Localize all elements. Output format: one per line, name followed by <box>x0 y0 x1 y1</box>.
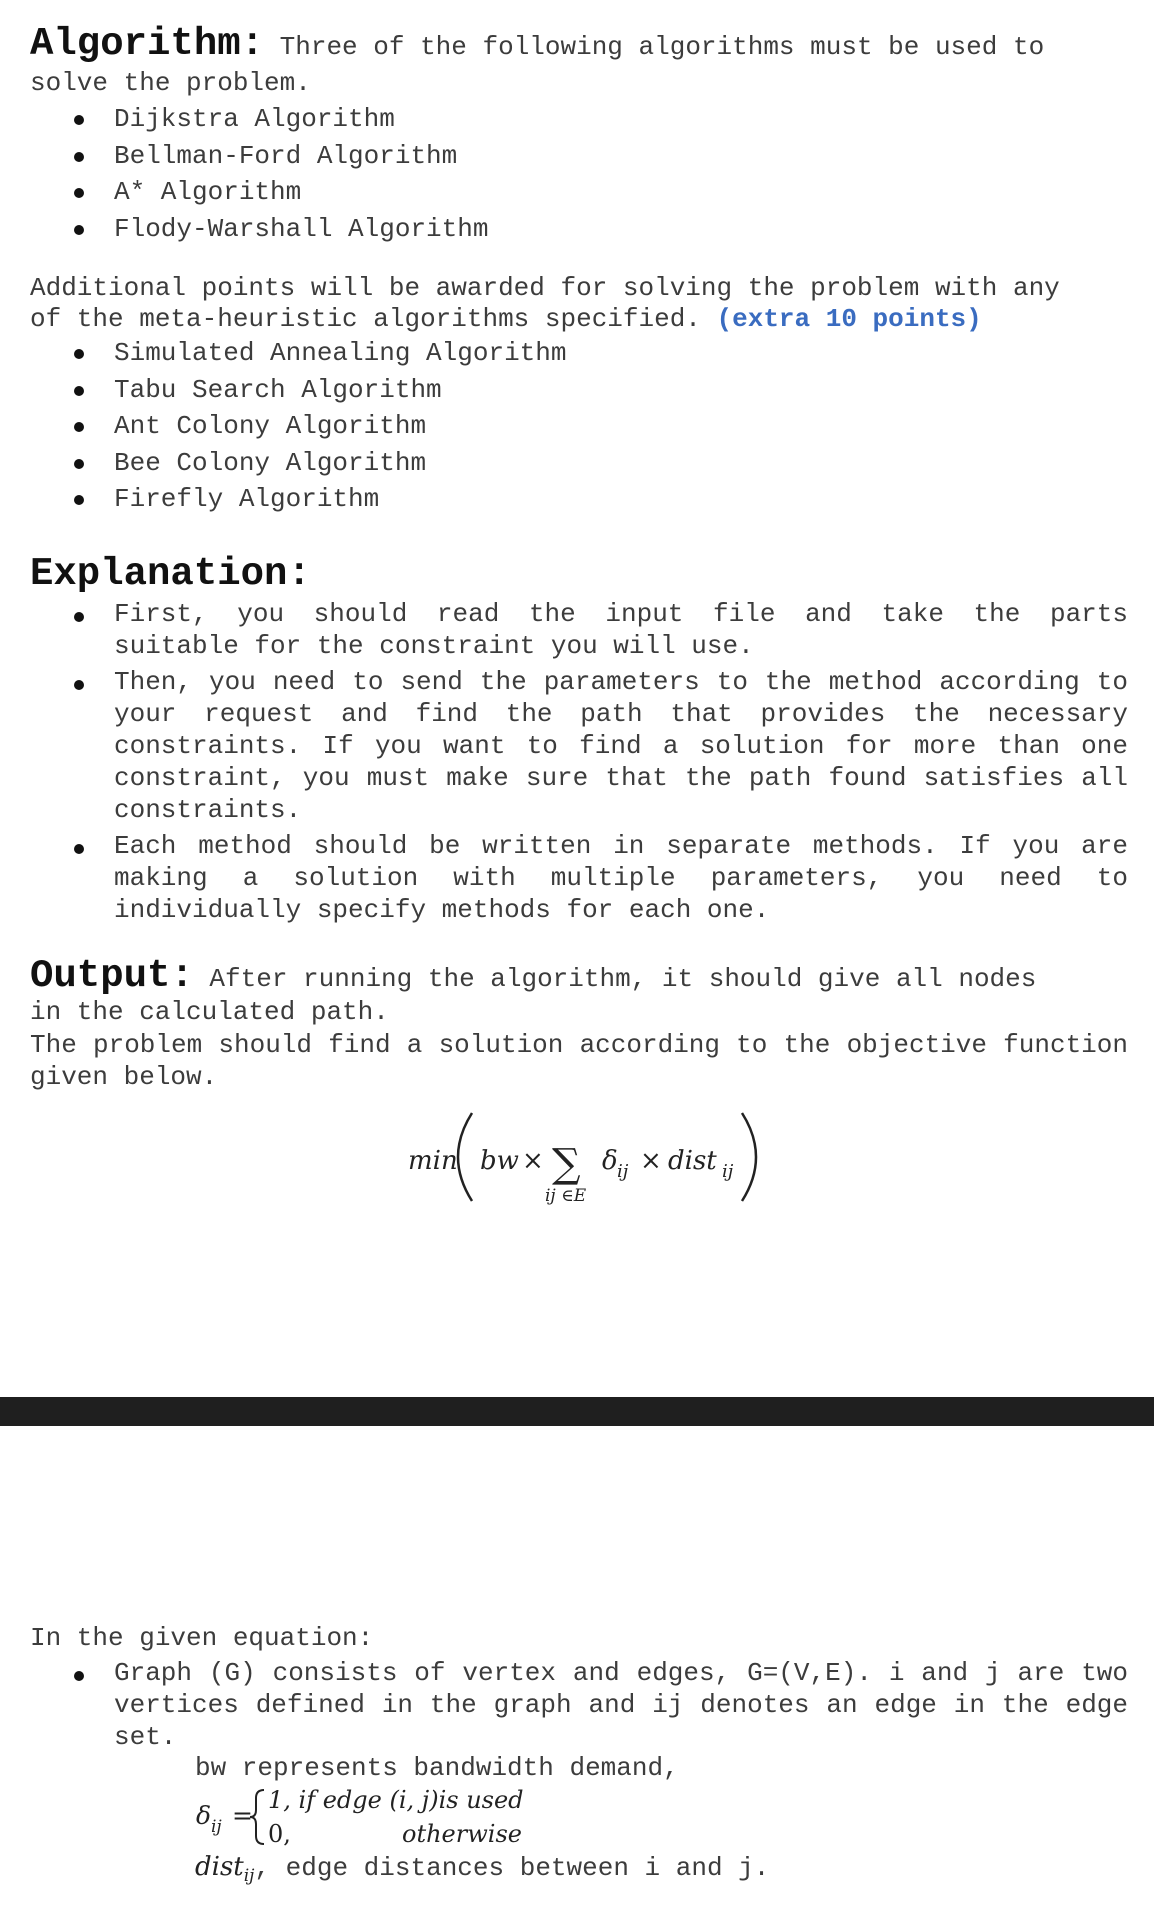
list-item: Bellman-Ford Algorithm <box>114 138 1128 175</box>
delta-lhs: δ <box>196 1801 212 1830</box>
list-item: Then, you need to send the parameters to the method according to your request and find the path that provides the necessary constraints. If you want to find a solution for more than one constraint, you must make sure that the path found satisfies all constraints. <box>114 666 1128 826</box>
given-equation-section <box>30 1623 1128 1892</box>
bullet-dot <box>74 612 84 622</box>
bullet-dot <box>74 188 84 198</box>
given-list <box>30 1657 1128 1753</box>
objective-formula <box>30 1097 1128 1217</box>
output-heading: Output: <box>30 953 194 998</box>
explanation-heading: Explanation: <box>30 551 311 596</box>
document-page <box>30 22 1128 1217</box>
algorithm-intro-first: Three of the following algorithms must be used to <box>264 32 1045 62</box>
additional-paragraph <box>30 273 1128 335</box>
output-paragraph <box>30 953 1128 1029</box>
output-line-a: After running the algorithm, it should give all nodes <box>193 963 1037 994</box>
dist-symbol: dist <box>195 1852 244 1882</box>
bullet-dot <box>74 386 84 396</box>
extra-points-badge: (extra 10 points) <box>716 304 982 334</box>
case2-val: 0, <box>268 1820 291 1848</box>
list-item: Each method should be written in separate methods. If you are making a solution with multiple parameters, you need to individually specify methods for each one. <box>114 830 1128 926</box>
bullet-dot <box>74 844 84 854</box>
list-item: Tabu Search Algorithm <box>114 372 1128 409</box>
formula-times2: × <box>640 1145 662 1176</box>
list-item: Flody-Warshall Algorithm <box>114 211 1128 248</box>
formula-dist: dist <box>668 1145 717 1176</box>
list-item: Firefly Algorithm <box>114 481 1128 518</box>
bw-line: bw represents bandwidth demand, <box>195 1753 679 1783</box>
delta-lhs-sub: ij <box>211 1817 222 1837</box>
right-paren <box>742 1113 756 1201</box>
formula-times: × <box>522 1145 544 1176</box>
additional-line1: Additional points will be awarded for solving the problem with any <box>30 273 1060 303</box>
dist-sub: ij <box>243 1866 255 1887</box>
output-line-b: in the calculated path. <box>30 996 389 1027</box>
formula-delta: δ <box>602 1145 618 1176</box>
dist-line <box>30 1852 1128 1892</box>
bullet-dot <box>74 349 84 359</box>
list-item: First, you should read the input file and take the parts suitable for the constraint you will use. <box>114 598 1128 662</box>
additional-line2: of the meta-heuristic algorithms specified. <box>30 304 717 334</box>
given-intro: In the given equation: <box>30 1623 374 1653</box>
bullet-dot <box>74 680 84 690</box>
list-item: A* Algorithm <box>114 174 1128 211</box>
algorithm-heading: Algorithm: <box>30 22 265 66</box>
left-paren <box>458 1113 472 1201</box>
bullet-dot <box>74 225 84 235</box>
list-item: Bee Colony Algorithm <box>114 445 1128 482</box>
case1: 1, if edge (i, j)is used <box>268 1786 524 1814</box>
list-item: Ant Colony Algorithm <box>114 408 1128 445</box>
algorithm-intro <box>30 22 1128 101</box>
formula-dist-sub: ij <box>722 1160 734 1182</box>
explanation-list <box>30 598 1128 926</box>
bullet-dot <box>74 495 84 505</box>
formula-min: min <box>408 1145 458 1176</box>
bullet-dot <box>74 459 84 469</box>
case2-cond: otherwise <box>402 1820 522 1848</box>
formula-sigma-sub: ij ∈E <box>545 1185 587 1206</box>
list-item: Simulated Annealing Algorithm <box>114 335 1128 372</box>
list-item: Graph (G) consists of vertex and edges, G=(V,E). i and j are two vertices defined in the graph and ij denotes an edge in the edge set. <box>114 1657 1128 1753</box>
bullet-dot <box>74 152 84 162</box>
algorithm-list <box>30 101 1128 247</box>
bullet-dot <box>74 1671 84 1681</box>
output-line-c: The problem should find a solution according to the objective function given below. <box>30 1029 1128 1092</box>
formula-sigma: ∑ <box>552 1140 581 1187</box>
bullet-dot <box>74 115 84 125</box>
algorithm-intro-second: solve the problem. <box>30 68 311 98</box>
list-item: Dijkstra Algorithm <box>114 101 1128 138</box>
case-brace <box>250 1790 264 1844</box>
metaheuristic-list <box>30 335 1128 518</box>
bullet-dot <box>74 422 84 432</box>
formula-bw: bw <box>480 1145 519 1176</box>
formula-delta-sub: ij <box>617 1160 629 1182</box>
delta-eq: = <box>232 1801 253 1830</box>
dist-text: , edge distances between i and j. <box>254 1853 770 1883</box>
page-break-divider <box>0 1397 1154 1426</box>
delta-definition <box>190 1784 890 1850</box>
